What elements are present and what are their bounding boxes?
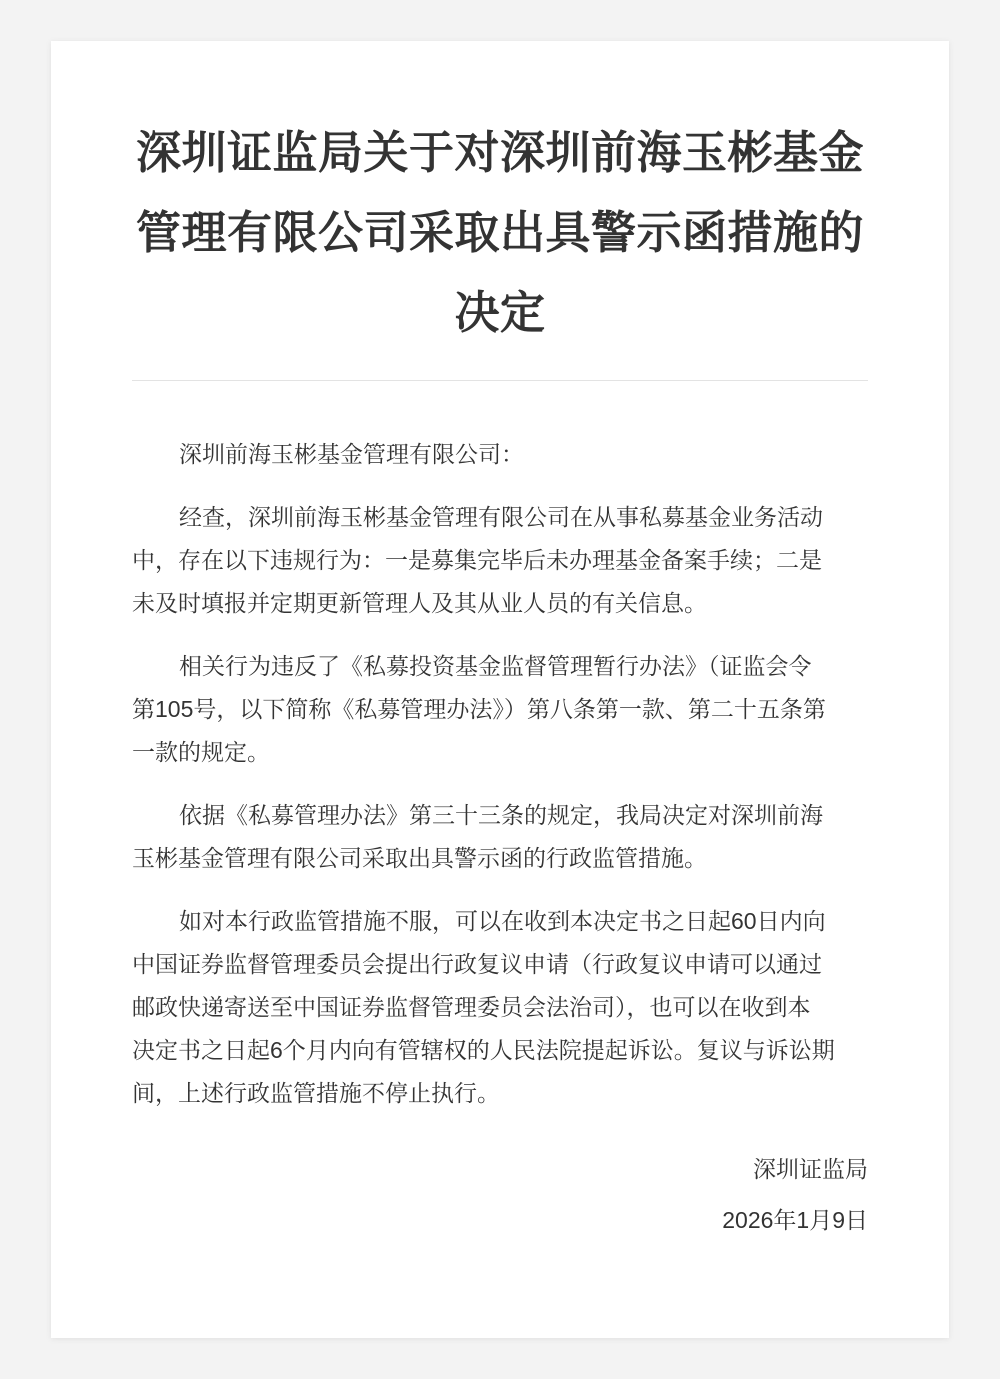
paragraph-decision <box>132 794 868 880</box>
title-divider <box>132 380 868 381</box>
text-line: 决定书之日起6个月内向有管辖权的人民法院提起诉讼。复议与诉讼期 <box>132 1037 835 1063</box>
text-line: 一款的规定。 <box>132 739 270 765</box>
text-line: 间，上述行政监管措施不停止执行。 <box>132 1080 500 1106</box>
salutation: 深圳前海玉彬基金管理有限公司： <box>179 441 524 467</box>
text-line: 玉彬基金管理有限公司采取出具警示函的行政监管措施。 <box>132 845 707 871</box>
text-line: 依据《私募管理办法》第三十三条的规定，我局决定对深圳前海 <box>179 802 823 828</box>
document-card <box>51 41 949 1338</box>
text-line: 经查，深圳前海玉彬基金管理有限公司在从事私募基金业务活动 <box>179 504 823 530</box>
text-line: 邮政快递寄送至中国证券监督管理委员会法治司），也可以在收到本 <box>132 994 811 1020</box>
text-line: 未及时填报并定期更新管理人及其从业人员的有关信息。 <box>132 590 707 616</box>
paragraph-violation <box>132 645 868 774</box>
signature: 深圳证监局 <box>753 1156 868 1182</box>
title-line: 决定 <box>454 287 546 338</box>
paragraph-appeal <box>132 900 868 1115</box>
text-line: 相关行为违反了《私募投资基金监督管理暂行办法》（证监会令 <box>179 653 812 679</box>
text-line: 中国证券监督管理委员会提出行政复议申请（行政复议申请可以通过 <box>132 951 822 977</box>
document-title <box>132 41 868 353</box>
document-content <box>132 41 868 1242</box>
title-line: 管理有限公司采取出具警示函措施的 <box>135 207 864 258</box>
issue-date: 2026年1月9日 <box>722 1207 868 1233</box>
text-line: 中，存在以下违规行为：一是募集完毕后未办理基金备案手续；二是 <box>132 547 822 573</box>
paragraph-findings <box>132 496 868 625</box>
document-body <box>132 433 868 1242</box>
text-line: 如对本行政监管措施不服，可以在收到本决定书之日起60日内向 <box>179 908 826 934</box>
text-line: 第105号，以下简称《私募管理办法》）第八条第一款、第二十五条第 <box>132 696 826 722</box>
title-line: 深圳证监局关于对深圳前海玉彬基金 <box>135 127 864 178</box>
